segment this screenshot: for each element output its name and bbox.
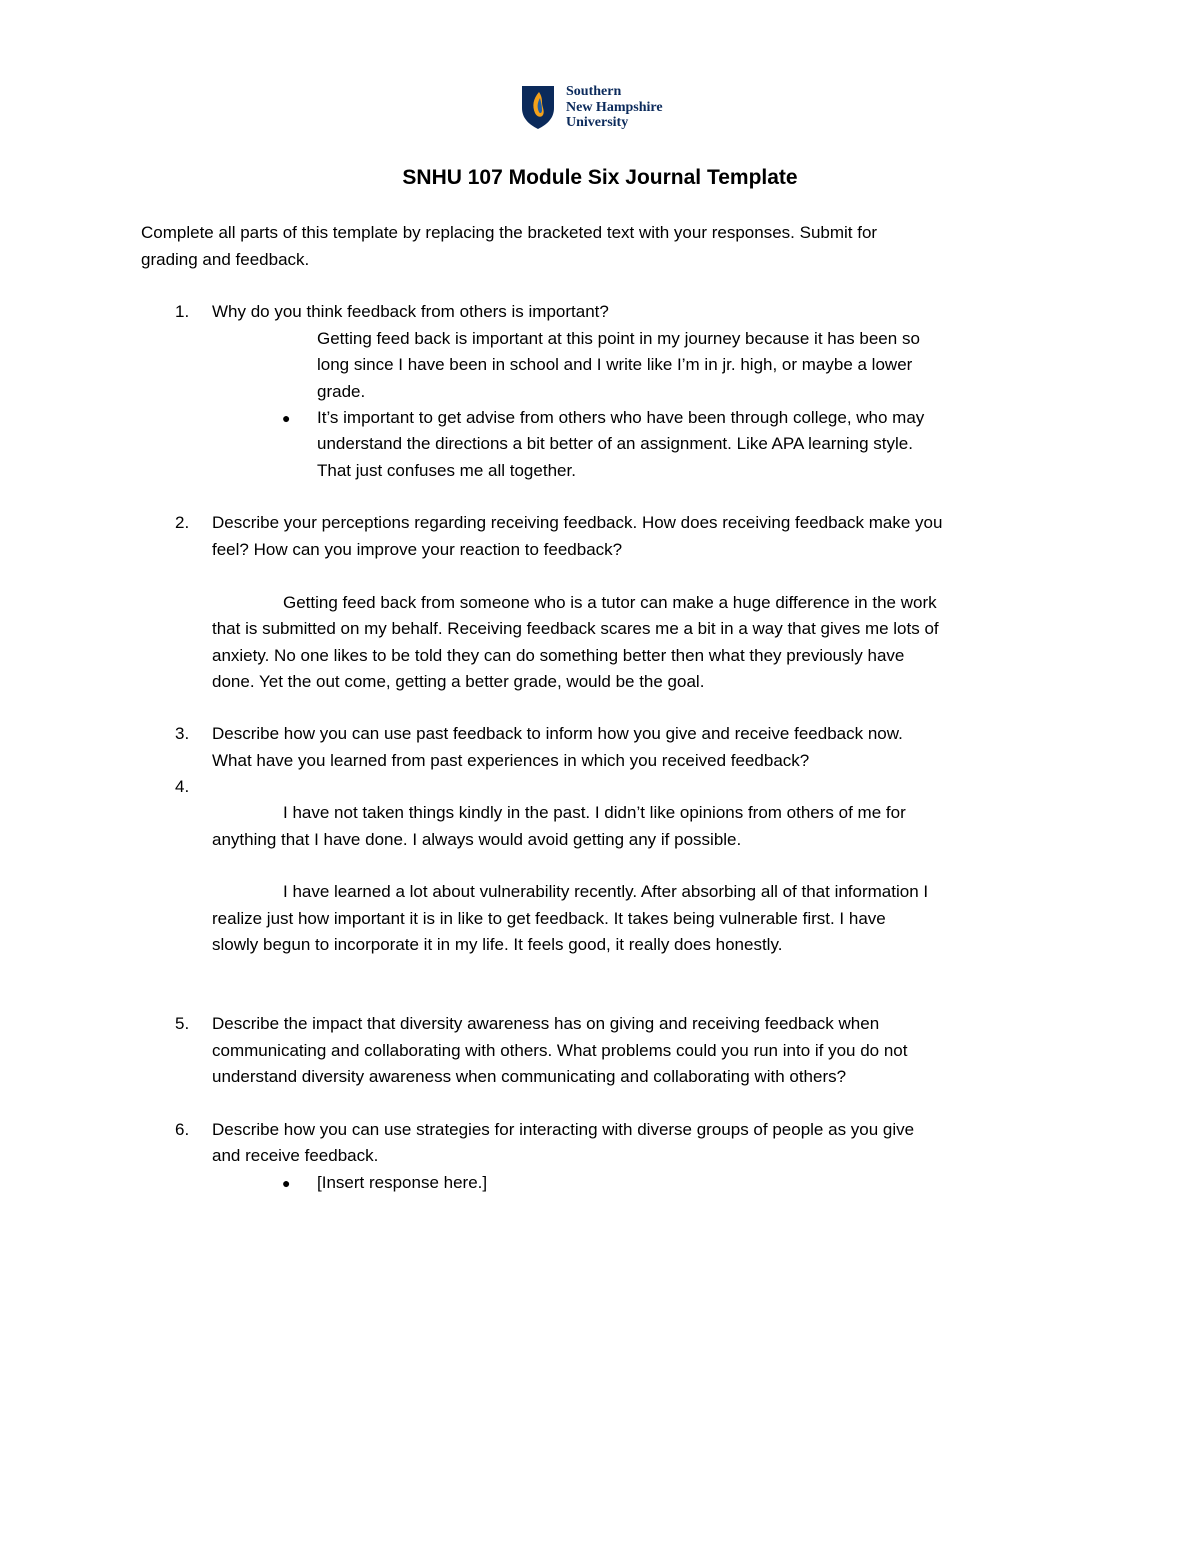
answer-4b-line: realize just how important it is in like to get feedback. It takes being vulnerable first. I have — [212, 909, 886, 928]
instructions-line: grading and feedback. — [141, 250, 310, 269]
question-6-line: Describe how you can use strategies for interacting with diverse groups of people as you give — [212, 1120, 915, 1139]
logo-wordmark — [566, 84, 663, 131]
snhu-shield-flame-icon — [520, 84, 556, 130]
answer-4b-line: slowly begun to incorporate it in my life. It feels good, it really does honestly. — [212, 935, 783, 954]
document-title: SNHU 107 Module Six Journal Template — [402, 166, 798, 189]
question-5-line: understand diversity awareness when communicating and collaborating with others? — [212, 1067, 847, 1086]
question-5-number: 5. — [175, 1014, 190, 1033]
answer-4a-line: I have not taken things kindly in the past. I didn’t like opinions from others of me for — [283, 803, 906, 822]
logo-line-1: Southern — [566, 84, 622, 99]
bullet-icon: ● — [282, 410, 291, 426]
instructions-line: Complete all parts of this template by replacing the bracketed text with your responses. Submit for — [141, 223, 878, 242]
logo-line-3: University — [566, 115, 629, 130]
answer-6-placeholder: [Insert response here.] — [317, 1173, 488, 1192]
question-3-line: What have you learned from past experiences in which you received feedback? — [212, 751, 810, 770]
question-5-line: communicating and collaborating with others. What problems could you run into if you do not — [212, 1041, 908, 1060]
answer-1b-line: That just confuses me all together. — [317, 461, 576, 480]
question-2-number: 2. — [175, 513, 190, 532]
question-6-line: and receive feedback. — [212, 1146, 379, 1165]
answer-2-line: Getting feed back from someone who is a tutor can make a huge difference in the work — [283, 593, 937, 612]
logo-line-2: New Hampshire — [566, 99, 663, 115]
answer-1b-line: understand the directions a bit better of an assignment. Like APA learning style. — [317, 434, 913, 453]
question-4-number: 4. — [175, 777, 190, 796]
answer-1a-line: long since I have been in school and I write like I’m in jr. high, or maybe a lower — [317, 355, 913, 374]
question-1-text: Why do you think feedback from others is important? — [212, 302, 609, 321]
answer-2-line: done. Yet the out come, getting a better grade, would be the goal. — [212, 672, 705, 691]
question-5-line: Describe the impact that diversity awareness has on giving and receiving feedback when — [212, 1014, 880, 1033]
question-1-number: 1. — [175, 302, 190, 321]
answer-2-line: that is submitted on my behalf. Receiving feedback scares me a bit in a way that gives me lots of — [212, 619, 939, 638]
question-3-line: Describe how you can use past feedback to inform how you give and receive feedback now. — [212, 724, 903, 743]
answer-4a-line: anything that I have done. I always would avoid getting any if possible. — [212, 830, 742, 849]
question-2-line: feel? How can you improve your reaction to feedback? — [212, 540, 623, 559]
question-3-number: 3. — [175, 724, 190, 743]
question-6-number: 6. — [175, 1120, 190, 1139]
answer-1a-line: Getting feed back is important at this point in my journey because it has been so — [317, 329, 920, 348]
snhu-logo — [520, 84, 690, 134]
bullet-icon: ● — [282, 1175, 291, 1191]
answer-4b-line: I have learned a lot about vulnerability recently. After absorbing all of that information I — [283, 882, 929, 901]
answer-2-line: anxiety. No one likes to be told they can do something better then what they previously have — [212, 646, 905, 665]
question-2-line: Describe your perceptions regarding receiving feedback. How does receiving feedback make you — [212, 513, 943, 532]
answer-1a-line: grade. — [317, 382, 366, 401]
answer-1b-line: It’s important to get advise from others who have been through college, who may — [317, 408, 925, 427]
